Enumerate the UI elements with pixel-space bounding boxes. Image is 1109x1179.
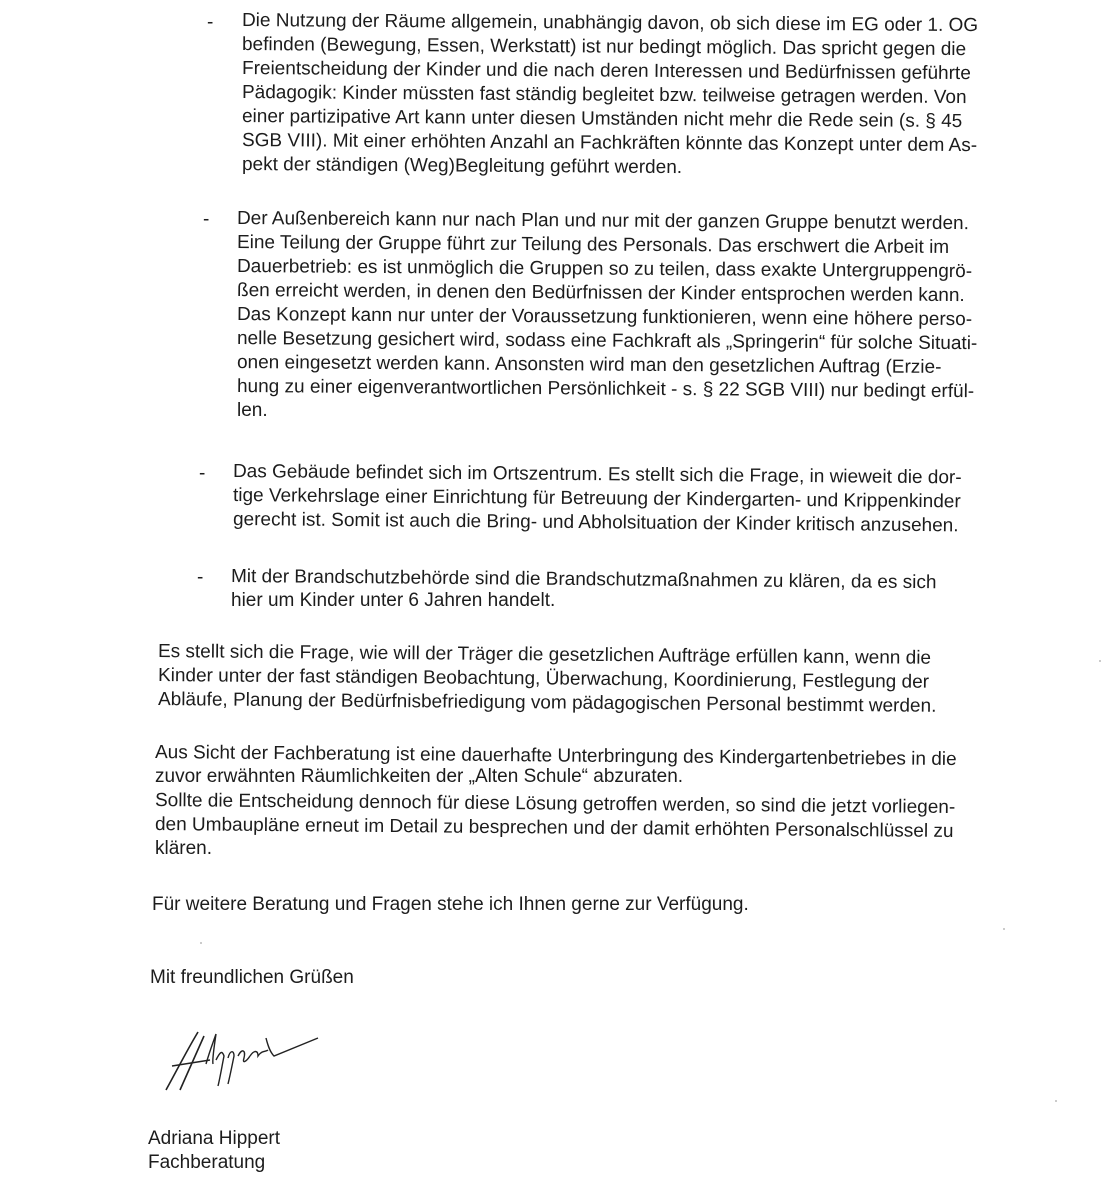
bullet-4-line-2: hier um Kinder unter 6 Jahren handelt. [231, 590, 556, 611]
bullet-3-line-1: Das Gebäude befindet sich im Ortszentrum. Es stellt sich die Frage, in wieweit die dor- [232, 461, 962, 489]
paragraph-3-line-1: Für weitere Beratung und Fragen stehe ich Ihnen gerne zur Verfügung. [152, 894, 749, 915]
bullet-1-line-2: befinden (Bewegung, Essen, Werkstatt) ist nur bedingt möglich. Das spricht gegen die [241, 34, 967, 61]
bullet-3-line-3: gerecht ist. Somit ist auch die Bring- und Abholsituation der Kinder kritisch anzusehen. [232, 509, 959, 537]
bullet-3-line-2: tige Verkehrslage einer Einrichtung für Betreuung der Kindergarten- und Krippenkinder [232, 485, 961, 513]
bullet-2-line-6: nelle Besetzung gesichert wird, sodass eine Fachkraft als „Springerin“ für solche Situati- [236, 328, 978, 355]
bullet-dash: - [197, 567, 204, 588]
bullet-4-line-1: Mit der Brandschutzbehörde sind die Brandschutzmaßnahmen zu klären, da es sich [230, 566, 937, 594]
paragraph-1-line-1: Es stellt sich die Frage, wie will der Träger die gesetzlichen Aufträge erfüllen kann, wenn die [157, 641, 932, 669]
scan-speck [1003, 928, 1005, 930]
paragraph-2-line-2: zuvor erwähnten Räumlichkeiten der „Alten Schule“ abzuraten. [155, 766, 684, 787]
bullet-2-line-7: onen eingesetzt werden kann. Ansonsten wird man den gesetzlichen Auftrag (Erzie- [236, 352, 942, 378]
sender-name: Adriana Hippert [148, 1128, 281, 1149]
closing-greeting: Mit freundlichen Grüßen [150, 967, 354, 988]
scan-speck [200, 942, 202, 944]
bullet-1-line-7: pekt der ständigen (Weg)Begleitung geführt werden. [241, 154, 683, 179]
bullet-dash: - [203, 209, 210, 230]
paragraph-2-line-5: klären. [155, 838, 213, 859]
bullet-dash: - [207, 12, 214, 33]
bullet-dash: - [199, 463, 206, 484]
paragraph-1-line-3: Abläufe, Planung der Bedürfnisbefriedigung vom pädagogischen Personal bestimmt werden. [157, 689, 937, 717]
bullet-2-line-2: Eine Teilung der Gruppe führt zur Teilung des Personals. Das erschwert die Arbeit im [236, 232, 950, 258]
paragraph-1-line-2: Kinder unter der fast ständigen Beobachtung, Überwachung, Koordinierung, Festlegung der [157, 665, 930, 693]
bullet-2-line-8: hung zu einer eigenverantwortlichen Persönlichkeit - s. § 22 SGB VIII) nur bedingt erfül- [236, 376, 975, 403]
signature-image [158, 1020, 328, 1100]
paragraph-2-line-3: Sollte die Entscheidung dennoch für diese Lösung getroffen werden, so sind die jetzt vorliegen- [154, 790, 956, 818]
bullet-2-line-1: Der Außenbereich kann nur nach Plan und nur mit der ganzen Gruppe benutzt werden. [236, 208, 970, 235]
bullet-1-line-1: Die Nutzung der Räume allgemein, unabhängig davon, ob sich diese im EG oder 1. OG [241, 10, 979, 37]
bullet-1-line-6: SGB VIII). Mit einer erhöhten Anzahl an Fachkräften könnte das Konzept unter dem As- [241, 130, 978, 157]
bullet-2-line-5: Das Konzept kann nur unter der Voraussetzung funktionieren, wenn eine höhere perso- [236, 304, 973, 331]
sender-title: Fachberatung [148, 1152, 266, 1173]
bullet-2-line-9: len. [237, 400, 268, 421]
bullet-1-line-4: Pädagogik: Kinder müssten fast ständig begleitet bzw. teilweise getragen werden. Von [241, 82, 967, 109]
bullet-1-line-5: einer partizipative Art kann unter diesen Umständen nicht mehr die Rede sein (s. § 45 [241, 106, 963, 133]
paragraph-2-line-4: den Umbaupläne erneut im Detail zu besprechen und der damit erhöhten Personalschlüssel zu [154, 814, 954, 842]
bullet-1-line-3: Freientscheidung der Kinder und die nach deren Interessen und Bedürfnissen geführte [241, 58, 971, 85]
paragraph-2-line-1: Aus Sicht der Fachberatung ist eine dauerhafte Unterbringung des Kindergartenbetriebes in die [154, 742, 957, 770]
scan-speck [1099, 660, 1101, 662]
bullet-2-line-3: Dauerbetrieb: es ist unmöglich die Gruppen so zu teilen, dass exakte Untergruppengrö- [236, 256, 973, 283]
scan-speck [1055, 1100, 1057, 1102]
bullet-2-line-4: ßen erreicht werden, in denen den Bedürfnissen der Kinder entsprochen werden kann. [236, 280, 965, 307]
